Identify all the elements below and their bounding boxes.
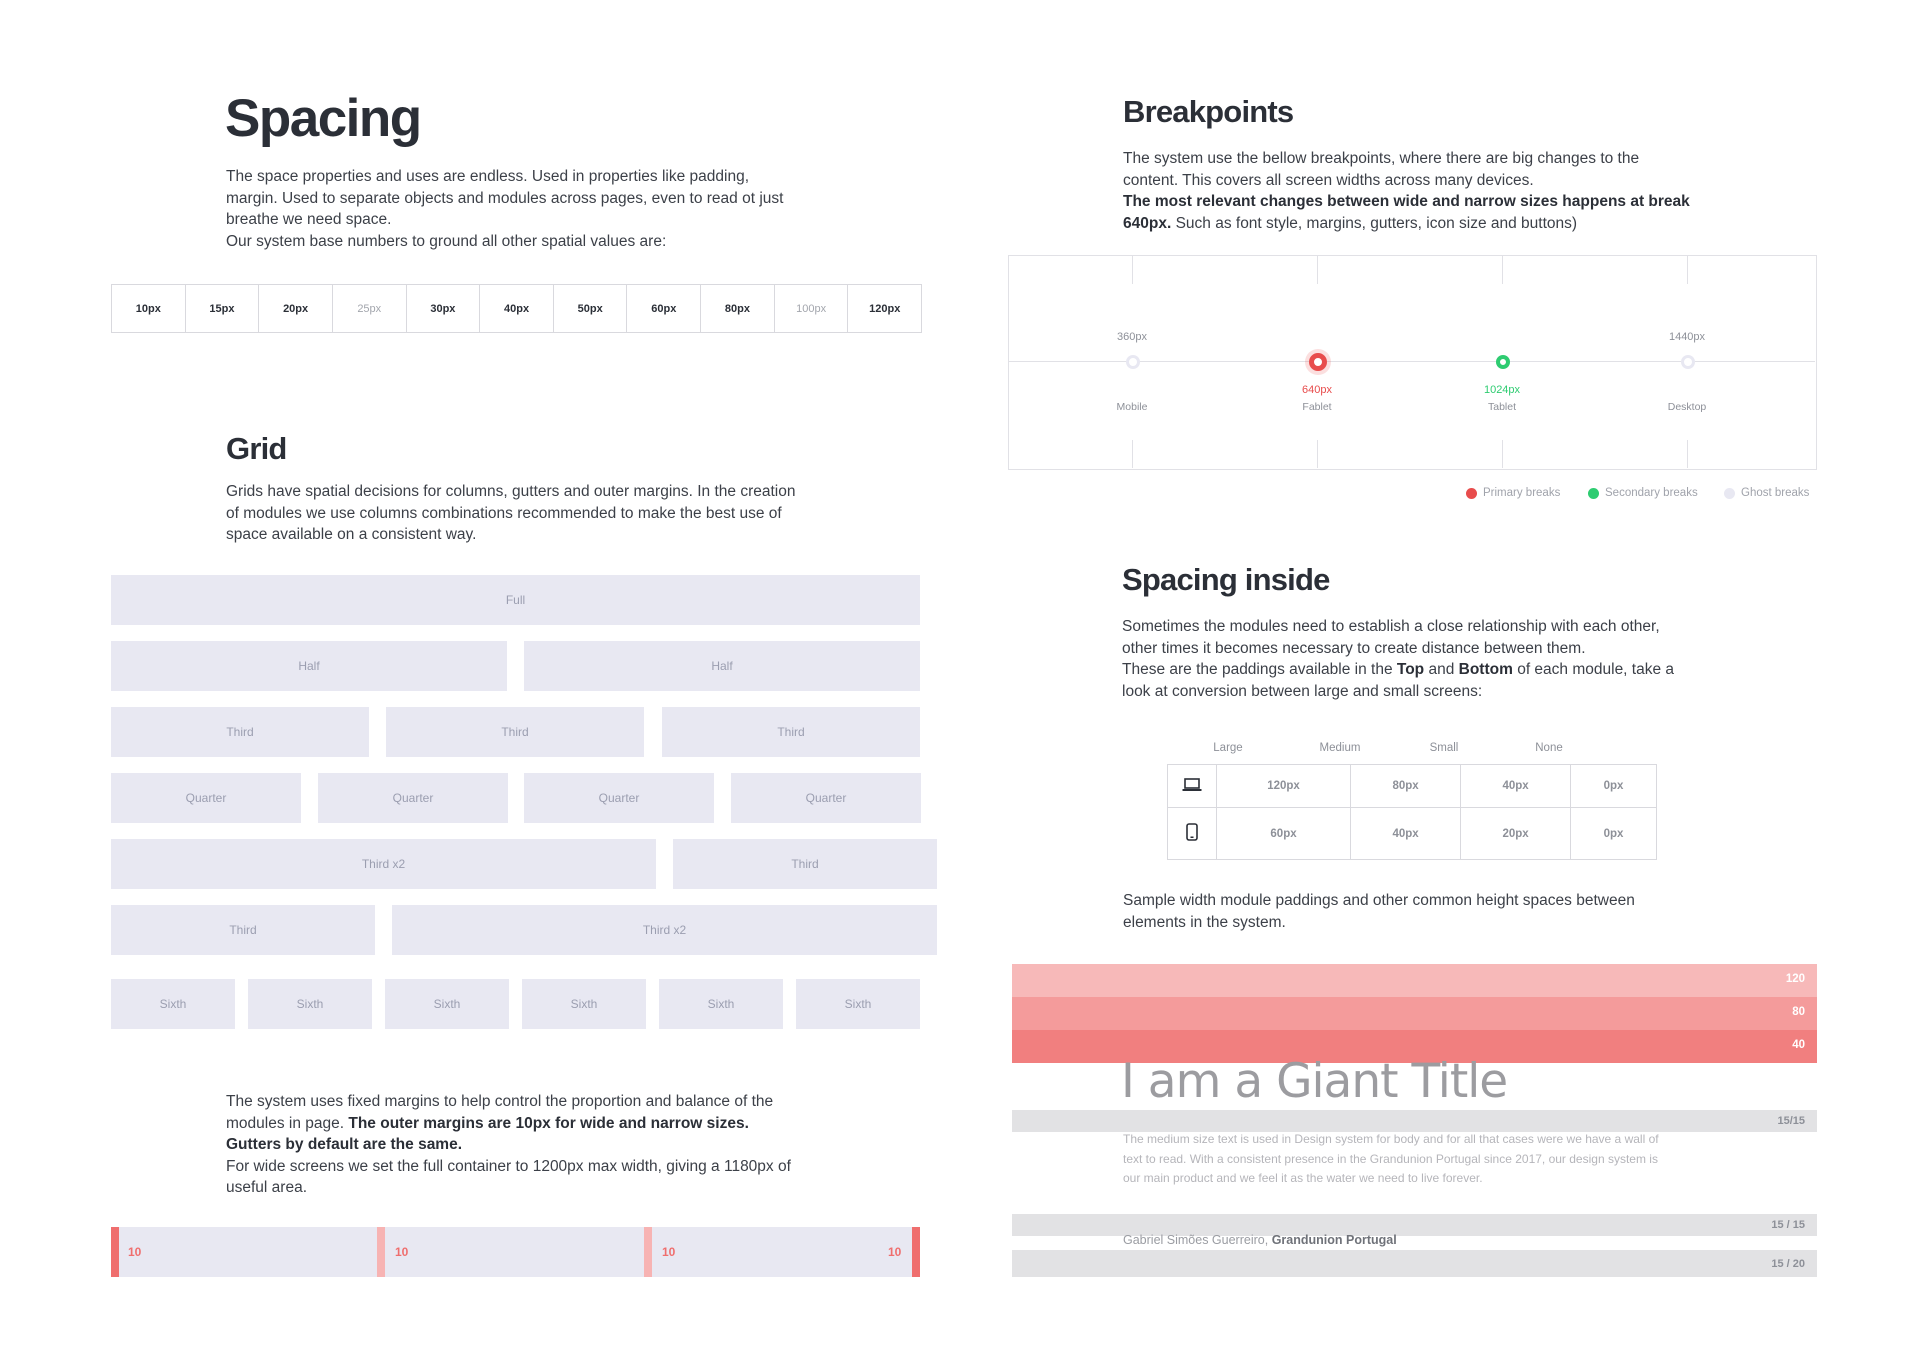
sample-description [1123,890,1743,933]
body-sample-line: our main product and we feel it as the water we need to live forever. [1123,1171,1483,1185]
breakpoint-tick [1317,440,1318,468]
grid-column-box: Quarter [524,773,714,823]
grid-column-box: Sixth [111,979,235,1029]
padding-band-80 [1012,997,1817,1030]
body-text-sample [1123,1130,1723,1189]
grid-title: Grid [226,431,287,466]
breakpoints-desc-text: Such as font style, margins, gutters, icon size and buttons) [1171,214,1578,232]
gutter [644,1227,652,1277]
gap-band [1012,1250,1817,1277]
breakpoint-width-label: 1440px [1668,331,1706,343]
breakpoints-desc-line: content. This covers all screen widths across many devices. [1123,171,1534,189]
breakpoint-dot-primary [1309,353,1327,371]
margins-desc-line: useful area. [226,1179,307,1196]
padding-value: 0px [1571,808,1657,860]
grid-column-box: Half [524,641,920,691]
legend-label: Ghost breaks [1741,487,1810,499]
spacing-inside-desc-text: These are the paddings available in the [1122,661,1397,678]
spacing-inside-desc-text: and [1424,661,1459,678]
padding-value: 60px [1217,808,1351,860]
grid-column-box: Sixth [385,979,509,1029]
spacing-scale-cell: 100px [774,285,848,332]
breakpoint-value-label: 1024px [1483,384,1521,396]
breakpoint-device-label: Mobile [1116,401,1148,413]
band-label: 40 [1792,1039,1805,1051]
spacing-scale-cell: 80px [700,285,774,332]
grid-column-box: Third [111,707,369,757]
grid-column-box: Third x2 [392,905,937,955]
spacing-scale-cell: 15px [185,285,259,332]
margins-desc-line: For wide screens we set the full container to 1200px max width, giving a 1180px of [226,1157,791,1175]
spacing-inside-description [1122,616,1742,702]
gap-label: 15 / 15 [1771,1219,1805,1231]
spacing-inside-desc-line: Sometimes the modules need to establish a close relationship with each other, [1122,618,1660,635]
body-sample-line: text to read. With a consistent presence in the Grandunion Portugal since 2017, our design system is [1123,1151,1658,1166]
grid-desc-line: of modules we use columns combinations recommended to make the best use of [226,504,782,522]
sample-desc-line: elements in the system. [1123,913,1286,931]
grid-column-box: Sixth [796,979,920,1029]
padding-column-header: Medium [1319,742,1361,754]
spacing-inside-desc-bold: Top [1396,661,1425,678]
spacing-desc-line: margin. Used to separate objects and modules across pages, even to read ot just [226,189,784,207]
breakpoint-dot-ghost [1681,355,1695,369]
margin-label: 10 [395,1245,409,1259]
margins-desc-bold: The outer margins are 10px for wide and narrow sizes. [348,1114,749,1132]
breakpoint-tick [1132,256,1133,284]
gap-label: 15 / 20 [1771,1258,1805,1270]
padding-value: 40px [1461,765,1571,808]
grid-column-box: Quarter [731,773,921,823]
spacing-desc-line: The space properties and uses are endless. Used in properties like padding, [226,168,750,185]
breakpoints-desc-line: The system use the bellow breakpoints, where there are big changes to the [1123,150,1640,167]
outer-margin-left [111,1227,119,1277]
margins-container [111,1227,920,1277]
padding-column-header: None [1535,742,1563,754]
spacing-scale-cell: 30px [406,285,480,332]
legend-label: Primary breaks [1483,487,1561,499]
padding-value: 0px [1571,765,1657,808]
breakpoint-dot-secondary [1496,355,1510,369]
legend-item [1466,487,1560,499]
breakpoint-width-label: 360px [1117,331,1147,343]
spacing-title: Spacing [225,89,421,148]
author-line [1123,1233,1397,1247]
grid-column-box: Quarter [111,773,301,823]
grid-column-box: Third [386,707,644,757]
grid-column-box: Third x2 [111,839,656,889]
padding-band-120 [1012,964,1817,997]
band-label: 80 [1792,1006,1805,1018]
grid-column-box: Sixth [522,979,646,1029]
breakpoint-tick [1132,440,1133,468]
spacing-scale-cell: 40px [479,285,553,332]
spacing-scale-cell: 120px [847,285,921,332]
spacing-inside-title: Spacing inside [1122,562,1330,597]
grid-column-box: Full [111,575,920,625]
breakpoints-description [1123,148,1743,234]
band-label: 120 [1785,973,1805,985]
margins-illustration [111,1227,920,1277]
breakpoint-dot-ghost [1126,355,1140,369]
body-sample-line: The medium size text is used in Design system for body and for all that cases were we have a wall of [1123,1132,1659,1146]
breakpoints-desc-bold: 640px. [1123,214,1172,232]
margin-label: 10 [888,1245,902,1259]
margins-desc-line: The system uses fixed margins to help control the proportion and balance of the [226,1093,774,1110]
author-name: Gabriel Simões Guerreiro, [1123,1233,1269,1247]
padding-value: 40px [1351,808,1461,860]
breakpoint-value-label: 640px [1302,384,1332,396]
breakpoint-tick [1502,440,1503,468]
margins-description [226,1091,866,1199]
legend-dot-icon [1588,488,1599,499]
breakpoint-device-label: Desktop [1667,401,1707,413]
breakpoints-desc-line [1123,191,1743,213]
grid-column-box: Half [111,641,507,691]
grid-desc-line: Grids have spatial decisions for columns, gutters and outer margins. In the creation [226,483,796,500]
padding-value: 120px [1217,765,1351,808]
spacing-scale-cell: 60px [626,285,700,332]
breakpoint-device-label: Tablet [1487,401,1517,413]
spacing-description [226,166,826,252]
spacing-scale-cell: 25px [332,285,406,332]
breakpoints-title: Breakpoints [1123,94,1294,129]
padding-value: 20px [1461,808,1571,860]
gutter [377,1227,385,1277]
breakpoint-tick [1502,256,1503,284]
grid-column-box: Sixth [659,979,783,1029]
margin-label: 10 [128,1245,142,1259]
gap-label: 15/15 [1777,1115,1805,1127]
spacing-inside-desc-line [1122,659,1742,681]
legend-item [1724,487,1809,499]
margins-desc-line [226,1113,866,1135]
legend-label: Secondary breaks [1605,487,1698,499]
spacing-inside-desc-text: of each module, take a [1512,661,1675,678]
phone-icon [1168,808,1217,860]
breakpoints-desc-bold: The most relevant changes between wide and narrow sizes happens at break [1123,193,1690,210]
padding-column-header: Large [1213,742,1243,754]
margins-desc-bold: Gutters by default are the same. [226,1136,463,1153]
breakpoints-desc-line [1123,213,1743,235]
grid-column-box: Quarter [318,773,508,823]
grid-column-box: Third [673,839,937,889]
spacing-inside-desc-line: look at conversion between large and small screens: [1122,682,1483,700]
margins-desc-text: modules in page. [226,1114,349,1132]
legend-dot-icon [1466,488,1477,499]
grid-column-box: Sixth [248,979,372,1029]
legend-item [1588,487,1698,499]
giant-title-sample: I am a Giant Title [1121,1054,1508,1109]
company-name: Grandunion Portugal [1271,1233,1397,1247]
margins-desc-line [226,1134,866,1156]
breakpoint-tick [1317,256,1318,284]
grid-column-box: Third [111,905,375,955]
breakpoint-tick [1687,440,1688,468]
breakpoint-tick [1687,256,1688,284]
grid-desc-line: space available on a consistent way. [226,526,477,543]
padding-column-header: Small [1429,742,1459,754]
outer-margin-right [912,1227,920,1277]
spacing-scale-cell: 10px [135,302,161,315]
padding-row-small-screen [1168,808,1657,860]
spacing-desc-line: breathe we need space. [226,211,392,228]
spacing-inside-desc-line: other times it becomes necessary to create distance between them. [1122,639,1586,657]
grid-column-box: Third [662,707,920,757]
breakpoint-device-label: Fablet [1302,401,1332,413]
spacing-scale-cell: 20px [258,285,332,332]
padding-table [1167,764,1657,860]
legend-dot-icon [1724,488,1735,499]
laptop-icon [1168,765,1217,808]
padding-value: 80px [1351,765,1461,808]
gap-band [1012,1110,1817,1132]
margin-label: 10 [662,1245,676,1259]
spacing-desc-line: Our system base numbers to ground all other spatial values are: [226,232,667,250]
spacing-scale [111,284,922,333]
spacing-scale-cell: 50px [553,285,627,332]
padding-row-large-screen [1168,765,1657,808]
grid-description [226,481,846,546]
spacing-inside-desc-bold: Bottom [1458,661,1513,678]
sample-desc-line: Sample width module paddings and other common height spaces between [1123,892,1635,909]
